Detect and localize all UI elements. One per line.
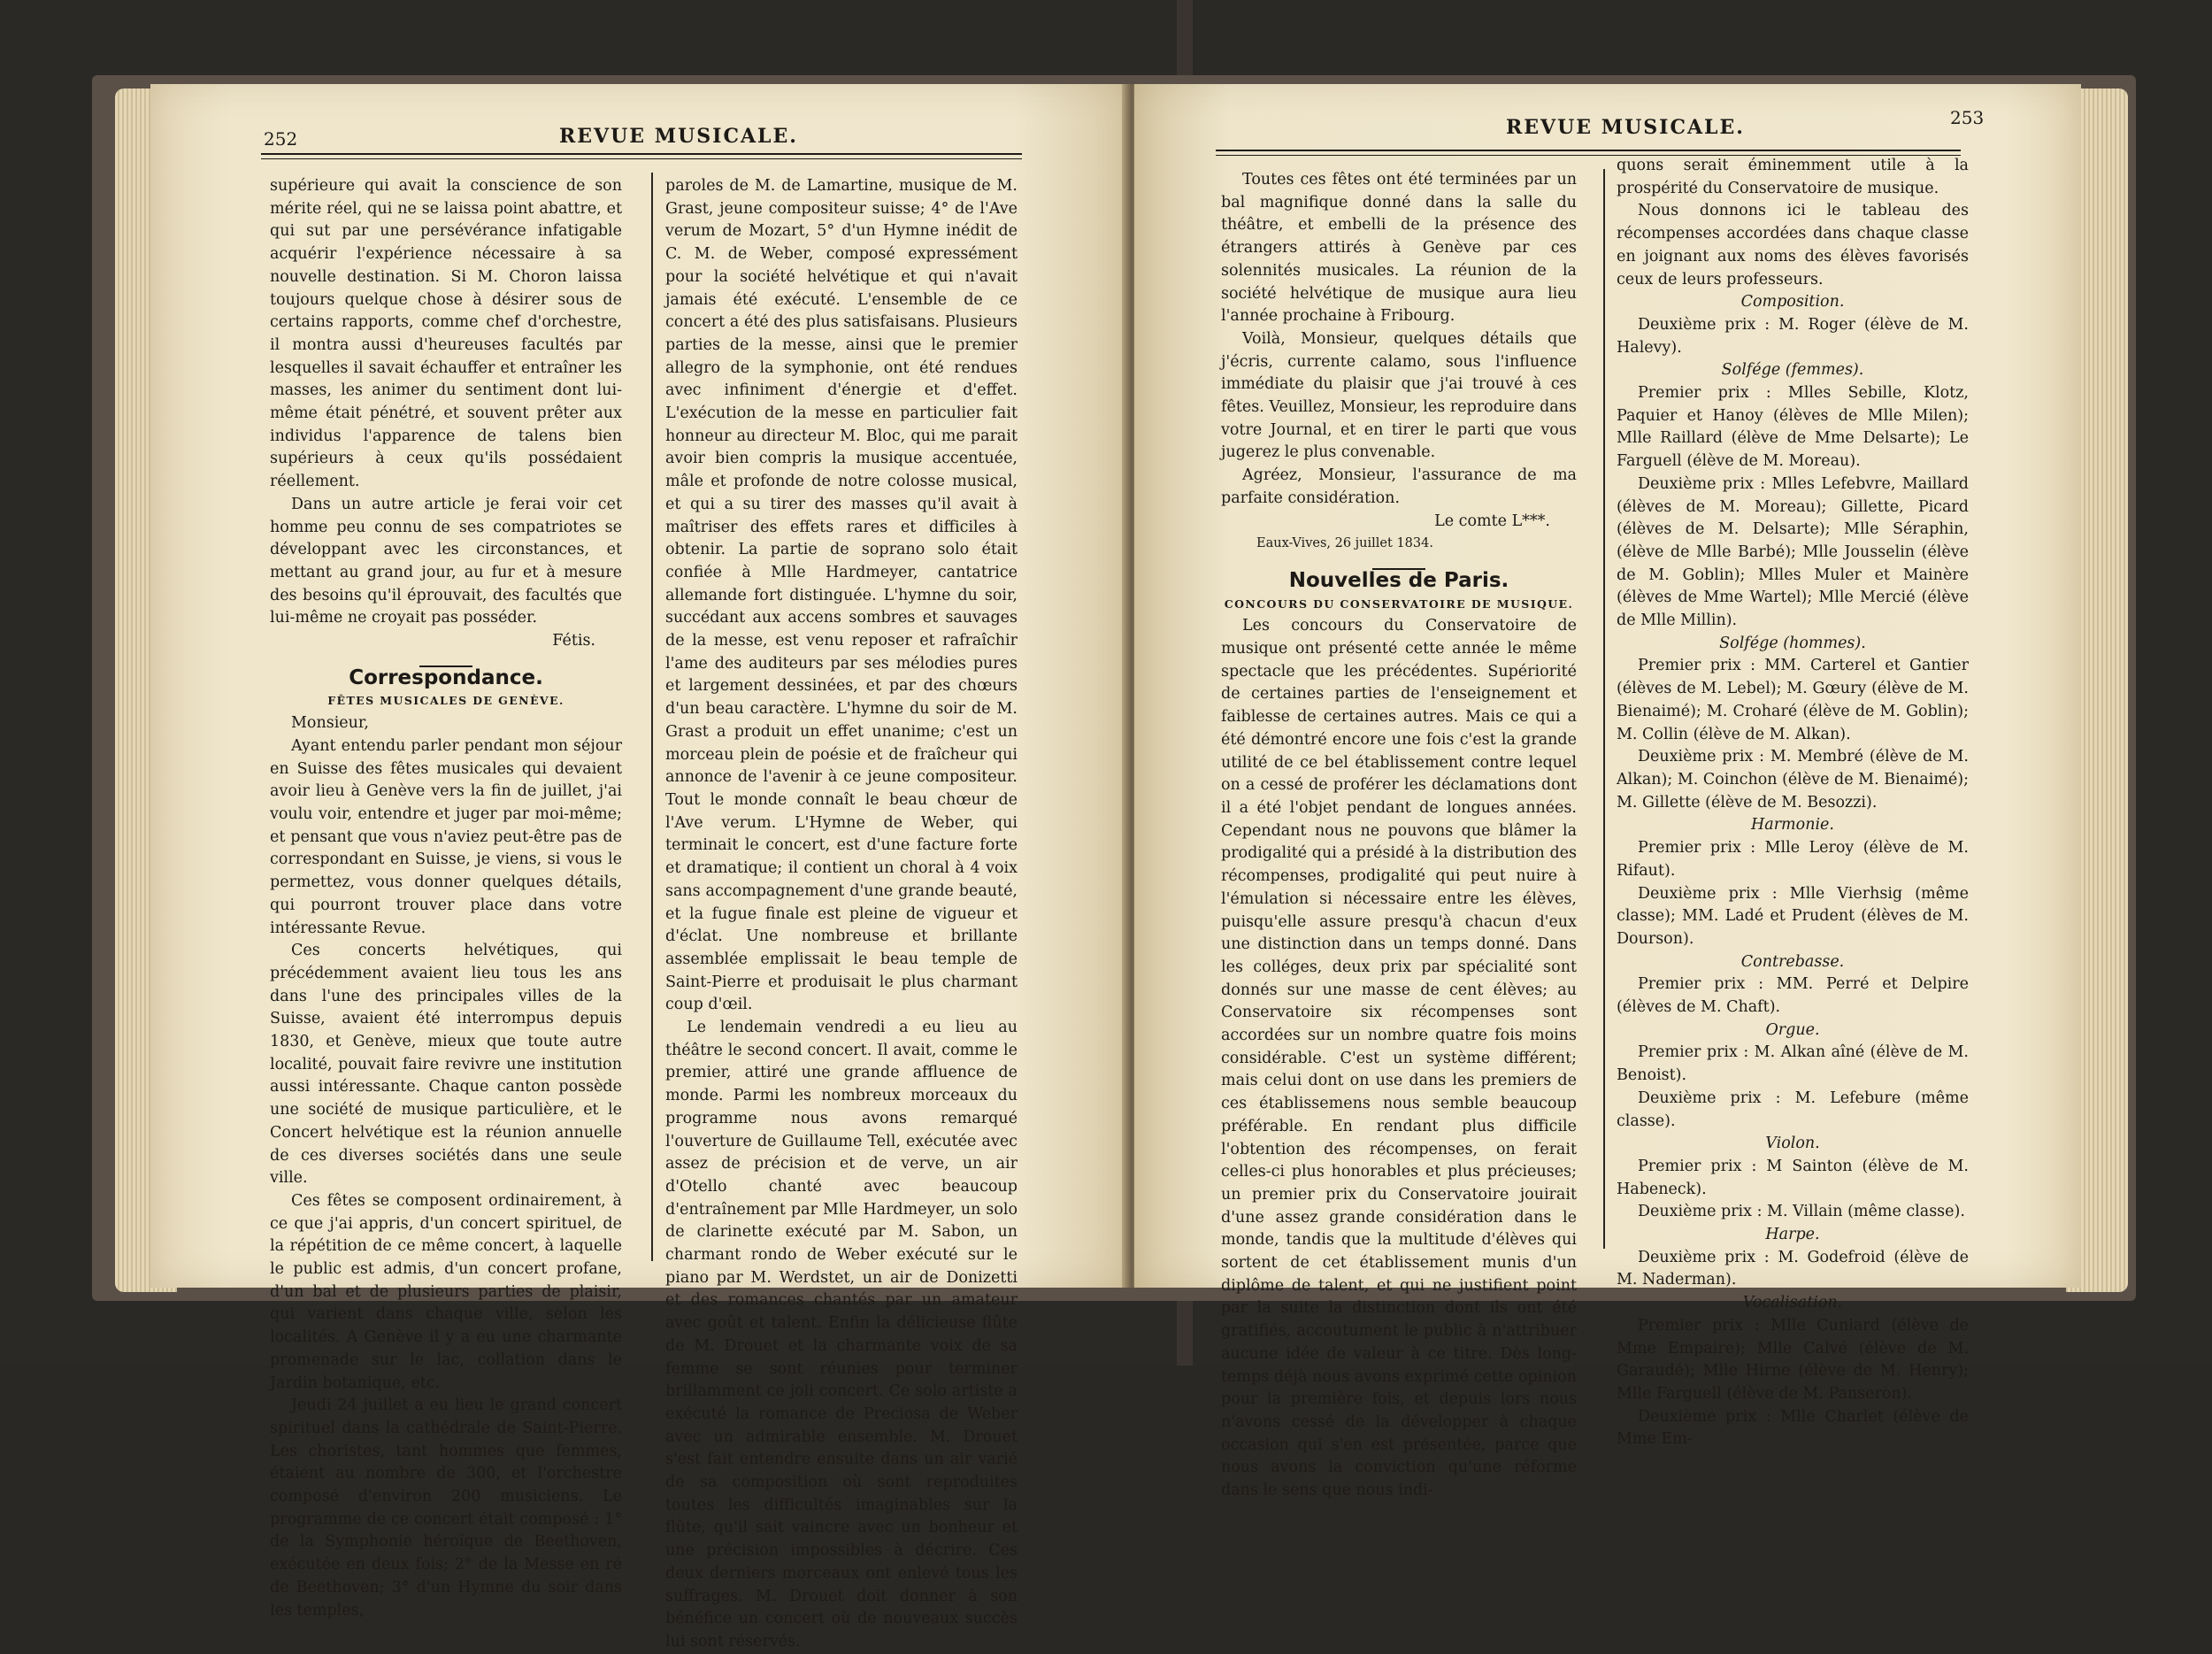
left-page <box>150 84 1131 1650</box>
prize-entry: Premier prix : Mlle Cuniard (élève de Mme Empaire); Mlle Calvé (élève de M. Garaudé); Mlle Hirne (élève de M. Henry); Mlle Farguell (élève de M. Panseron). <box>1617 1316 1969 1403</box>
prize-section-title: Orgue. <box>1765 1020 1820 1039</box>
paragraph: Toutes ces fêtes ont été terminées par un bal magnifique donné dans la salle du théâtre, et embelli de la présence des étrangers attirés à Genève par ces solennités musicales. La réunion de la société helvétique de musique aura lieu l'année prochaine à Fribourg. <box>1221 171 1577 326</box>
paragraph: Dans un autre article je ferai voir cet homme peu connu de ses compatriotes se développant avec les circonstances, et mettant au grand jour, au fur et à mesure des besoins qu'il éprouvait, des facultés que lui-même ne croyait pas posséder. <box>270 495 622 627</box>
running-head: REVUE MUSICALE. <box>559 125 798 148</box>
prize-entry: Premier prix : M. Alkan aîné (élève de M. Benoist). <box>1617 1043 1969 1085</box>
header-rule <box>261 153 1022 159</box>
letter-date: Eaux-Vives, 26 juillet 1834. <box>1256 536 1433 551</box>
prize-section-title: Solfége (femmes). <box>1721 361 1864 380</box>
prize-entry: Deuxième prix : Mlle Charlet (élève de Mme Em- <box>1617 1407 1969 1449</box>
paragraph: paroles de M. de Lamartine, musique de M. Grast, jeune compositeur suisse; 4° de l'Ave verum de Mozart, 5° d'un Hymne inédit de C. M. de Weber, composé expressément pour la société helvétique et qui n'avait jamais été exécuté. L'ensemble de ce concert a été des plus satisfaisans. Plusieurs parties de la messe, ainsi que le premier allegro de la symphonie, ont été rendues avec infiniment d'énergie et d'effet. L'exécution de la messe en particulier fait honneur au directeur M. Bloc, qui me parait avoir bien compris la musique accentuée, mâle et profonde de notre colosse musical, et qui a su tirer des masses qu'il avait à maîtriser des effets rares et difficiles à obtenir. La partie de soprano solo était confiée à Mlle Hardmeyer, cantatrice allemande fort distinguée. L'hymne du soir, succédant aux accens sombres et sauvages de la messe, est venu reposer et rafraîchir l'ame des auditeurs par ses mélodies pures et largement dessinées, et par des chœurs d'un beau caractère. L'hymne du soir de M. Grast a produit un effet unanime; c'est un morceau plein de poésie et de fraîcheur qui annonce de l'avenir à ce jeune compositeur. Tout le monde connaît le beau chœur de l'Ave verum. L'Hymne de Weber, qui terminait le concert, est d'une facture forte et dramatique; il contient un choral à 4 voix sans accompagnement d'une grande beauté, et la fugue finale est pleine de vigueur et d'éclat. Une nombreuse et brillante assemblée emplissait le beau temple de Saint-Pierre et produisait le plus charmant coup d'œil. <box>665 177 1018 1014</box>
paragraph: Le lendemain vendredi a eu lieu au théâtre le second concert. Il avait, comme le premier, attiré une grande affluence de monde. Parmi les nombreux morceaux du programme nous avons remarqué l'ouverture de Guillaume Tell, exécutée avec assez de précision et de verve, un air d'Otello chanté avec beaucoup d'entraînement par Mlle Hardmeyer, un solo de clarinette exécuté par M. Sabon, un charmant rondo de Weber exécuté sur le piano par M. Werdstet, un air de Donizetti et des romances chantés par un amateur avec goût et talent. Enfin la délicieuse flûte de M. Drouet et la charmante voix de sa femme se sont réunies pour terminer brillamment ce joli concert. Ce solo artiste a exécuté la romance de Preciosa de Weber avec un admirable ensemble. M. Drouet s'est fait entendre ensuite dans un air varié de sa composition où sont reproduites toutes les difficultés imaginables sur la flûte, qu'il sait vaincre avec un bonheur et une précision impossibles à décrire. Ces deux derniers morceaux ont enlevé tous les suffrages. M. Drouet doit donner à son bénéfice un concert où de nouveaux succès lui sont réservés. <box>665 1019 1018 1650</box>
prize-section-title: Violon. <box>1765 1135 1820 1153</box>
prize-entry: Deuxième prix : M. Lefebure (même classe). <box>1617 1089 1969 1130</box>
right-page <box>1134 84 2081 1500</box>
column-left-1 <box>270 175 622 1622</box>
prize-entry: Deuxième prix : Mlle Vierhsig (même classe); MM. Ladé et Prudent (élèves de M. Dourson). <box>1617 884 1969 948</box>
running-head: REVUE MUSICALE. <box>1506 116 1745 139</box>
prize-entry: Premier prix : Mlles Sebille, Klotz, Paquier et Hanoy (élèves de Mlle Milen); Mlle Raillard (élève de Mme Delsarte); Le Farguell (élève de M. Moreau). <box>1617 384 1969 471</box>
prize-section-title: Harpe. <box>1765 1226 1820 1244</box>
bookmark-ribbon <box>1177 0 1193 84</box>
column-divider <box>1603 169 1605 1249</box>
signature: Le comte L***. <box>1434 512 1550 530</box>
paragraph: Ayant entendu parler pendant mon séjour en Suisse des fêtes musicales qui devaient avoir lieu à Genève vers la fin de juillet, j'ai voulu voir, entendre et juger par moi-même; et pensant que vous n'aviez peut-être pas de correspondant en Suisse, je viens, si vous le permettez, vous donner quelques détails, qui pourront trouver place dans votre intéressante Revue. <box>270 736 622 937</box>
salutation: Monsieur, <box>291 714 369 733</box>
prize-section-title: Vocalisation. <box>1742 1294 1843 1312</box>
paragraph: Les concours du Conservatoire de musique ont présenté cette année le même spectacle que les précédentes. Supériorité de certaines parties de l'enseignement et faiblesse de certaines autres. Mais ce qui a été démontré encore une fois c'est la grande utilité de ce bel établissement contre lequel on a cessé de proférer les déclamations dont il a été l'objet pendant de longues années. Cependant nous ne pouvons que blâmer la prodigalité qui a présidé à la distribution des récompenses, prodigalité qui peut nuire à l'émulation si nécessaire entre les élèves, puisqu'elle assure presqu'à chacun d'eux une distinction dans un temps donné. Dans les colléges, deux prix par spécialité sont donnés sur une masse de cent élèves; au Conservatoire six récompenses sont accordées sur un nombre quatre fois moins considérable. C'est un système différent; mais celui dont on use dans les premiers de ces établissemens nous semble beaucoup préférable. En rendant plus difficile l'obtention des récompenses, on ferait celles-ci plus honorables et plus précieuses; un premier prix du Conservatoire jouirait d'une assez grande considération dans le monde, tandis que la multitude d'élèves qui sortent de cet établissement munis d'un diplôme de talent, et qui ne justifient point par la suite la distinction dont ils ont été gratifiés, accoutument le public à n'attribuer aucune idée de valeur à ce titre. Dès long-temps déjà nous avons exprimé cette opinion pour la première fois, et depuis lors nous n'avons cessé de la développer à chaque occasion qui s'en est présentée, parce que nous avons la conviction qu'une réforme dans le sens que nous indi- <box>1221 617 1577 1500</box>
paragraph: supérieure qui avait la conscience de son mérite réel, qui ne se laissa point abattre, et qui sut par une persévérance infatigable acquérir l'expérience nécessaire à sa nouvelle destination. Si M. Choron laissa toujours quelque chose à désirer sous de certains rapports, comme chef d'orchestre, il montra aussi d'heureuses facultés par lesquelles il savait échauffer et entraîner les masses, les animer du sentiment dont lui-même était pénétré, et souvent prêter aux individus l'apparence de talens bien supérieurs à ceux qu'ils possédaient réellement. <box>270 177 622 491</box>
section-heading: Correspondance. <box>349 665 543 689</box>
signature: Fétis. <box>552 632 595 650</box>
section-subheading: FÊTES MUSICALES DE GENÈVE. <box>327 694 565 708</box>
paragraph: Ces concerts helvétiques, qui précédemment avaient lieu tous les ans dans l'une des principales villes de la Suisse, avaient été interrompus depuis 1830, et Genève, mieux que toute autre localité, pouvait faire revivre une institution aussi intéressante. Chaque canton possède une société de musique particulière, et le Concert helvétique est la réunion annuelle de ces diverses sociétés dans une seule ville. <box>270 942 622 1188</box>
section-heading: Nouvelles de Paris. <box>1288 568 1509 592</box>
prize-entry: Deuxième prix : M. Godefroid (élève de M. Naderman). <box>1617 1248 1969 1289</box>
paragraph: Ces fêtes se composent ordinairement, à ce que j'ai appris, d'un concert spirituel, de la répétition de ce même concert, à laquelle le public est admis, d'un concert profane, d'un bal et de plusieurs parties de plaisir, qui varient dans chaque ville, selon les localités. A Genève il y a eu une charmante promenade sur le lac, collation dans le Jardin botanique, etc. <box>270 1191 622 1392</box>
paragraph: Agréez, Monsieur, l'assurance de ma parfaite considération. <box>1221 466 1577 507</box>
prize-entry: Deuxième prix : M. Villain (même classe). <box>1638 1203 1965 1221</box>
prize-section-title: Solfége (hommes). <box>1719 634 1866 652</box>
paragraph: Voilà, Monsieur, quelques détails que j'écris, currente calamo, sous l'influence immédiate du plaisir que j'ai trouvé à ces fêtes. Veuillez, Monsieur, les reproduire dans votre Journal, et en tirer le parti que vous jugerez le plus convenable. <box>1221 329 1577 462</box>
paragraph: Nous donnons ici le tableau des récompenses accordées dans chaque classe en joignant aux noms des élèves favorisés ceux de leurs professeurs. <box>1617 202 1969 288</box>
paragraph: Jeudi 24 juillet a eu lieu le grand concert spirituel dans la cathédrale de Saint-Pierre. Les choristes, tant hommes que femmes, étaient au nombre de 300, et l'orchestre composé d'environ 200 musiciens. Le programme de ce concert était composé : 1° de la Symphonie héroïque de Beethoven, exécutée en deux fois; 2° de la Messe en ré de Beethoven; 3° d'un Hymne du soir dans les temples, <box>270 1396 622 1619</box>
column-right-2 <box>1617 155 1969 1451</box>
column-left-2 <box>665 175 1018 1654</box>
prize-entry: Premier prix : M Sainton (élève de M. Habeneck). <box>1617 1157 1969 1198</box>
prize-entry: Premier prix : Mlle Leroy (élève de M. Rifaut). <box>1617 839 1969 880</box>
prize-entry: Deuxième prix : M. Membré (élève de M. Alkan); M. Coinchon (élève de M. Bienaimé); M. Gillette (élève de M. Besozzi). <box>1617 748 1970 812</box>
column-divider <box>651 173 653 1261</box>
prize-entry: Deuxième prix : M. Roger (élève de M. Halevy). <box>1617 315 1969 357</box>
section-subheading: CONCOURS DU CONSERVATOIRE DE MUSIQUE. <box>1224 596 1574 611</box>
prize-entry: Premier prix : MM. Carterel et Gantier (élèves de M. Lebel); M. Gœury (élève de M. Bienaimé); M. Croharé (élève de M. Goblin); M. Collin (élève de M. Alkan). <box>1617 657 1969 743</box>
prize-entry: Premier prix : MM. Perré et Delpire (élèves de M. Chaft). <box>1617 975 1969 1017</box>
column-right-1 <box>1221 169 1577 1503</box>
prize-section-title: Composition. <box>1740 293 1845 312</box>
prize-entry: Deuxième prix : Mlles Lefebvre, Maillard (élèves de M. Moreau); Gillette, Picard (élèves de M. Delsarte); Mlle Séraphin, (élève de Mlle Barbé); Mlle Jousselin (élève de M. Goblin); Mlles Muler et Mainère (élèves de Mme Wartel); Mlle Mercié (élève de Mlle Millin). <box>1617 474 1969 630</box>
page-number: 252 <box>264 128 298 150</box>
page-number: 253 <box>1950 107 1985 128</box>
paragraph: quons serait éminemment utile à la prospérité du Conservatoire de musique. <box>1617 157 1969 197</box>
prize-section-title: Contrebasse. <box>1740 952 1845 971</box>
prize-section-title: Harmonie. <box>1751 816 1834 835</box>
